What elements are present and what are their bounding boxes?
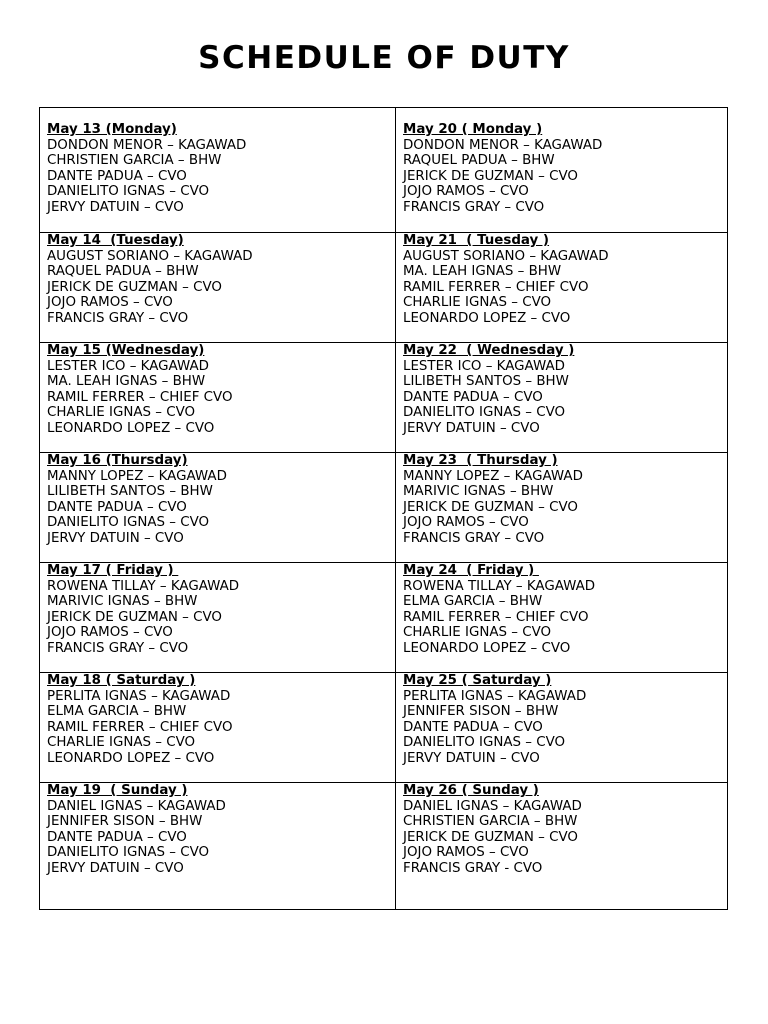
duty-assignee: RAQUEL PADUA – BHW bbox=[47, 264, 199, 280]
duty-assignee: DANIEL IGNAS – KAGAWAD bbox=[47, 798, 226, 814]
duty-assignee: MANNY LOPEZ – KAGAWAD bbox=[47, 468, 227, 484]
duty-assignee: FRANCIS GRAY - CVO bbox=[403, 860, 543, 876]
duty-assignee: JERICK DE GUZMAN – CVO bbox=[403, 499, 578, 515]
duty-assignee: DANTE PADUA – CVO bbox=[47, 499, 187, 515]
duty-assignee: DANTE PADUA – CVO bbox=[47, 168, 187, 184]
duty-date-heading: May 22 ( Wednesday ) bbox=[403, 343, 575, 358]
schedule-cell bbox=[40, 673, 396, 783]
duty-assignee: RAMIL FERRER – CHIEF CVO bbox=[403, 609, 589, 625]
schedule-cell bbox=[396, 108, 728, 233]
duty-assignee: MARIVIC IGNAS – BHW bbox=[403, 484, 554, 500]
schedule-row bbox=[40, 673, 728, 783]
duty-assignee: DANIELITO IGNAS – CVO bbox=[47, 184, 210, 200]
duty-date-heading: May 25 ( Saturday ) bbox=[403, 673, 552, 688]
duty-assignee: RAMIL FERRER – CHIEF CVO bbox=[403, 279, 589, 295]
schedule-cell bbox=[396, 783, 728, 910]
duty-assignee: FRANCIS GRAY – CVO bbox=[47, 310, 189, 326]
duty-assignee: JERICK DE GUZMAN – CVO bbox=[403, 168, 578, 184]
duty-assignee: CHARLIE IGNAS – CVO bbox=[403, 295, 552, 311]
duty-assignee: LEONARDO LOPEZ – CVO bbox=[47, 420, 215, 436]
duty-assignee: CHARLIE IGNAS – CVO bbox=[403, 625, 552, 641]
schedule-cell bbox=[396, 233, 728, 343]
duty-assignee: JOJO RAMOS – CVO bbox=[47, 295, 173, 311]
duty-assignee: DONDON MENOR – KAGAWAD bbox=[47, 137, 247, 153]
duty-assignee: JENNIFER SISON – BHW bbox=[403, 704, 559, 720]
schedule-cell bbox=[40, 563, 396, 673]
schedule-row bbox=[40, 108, 728, 233]
duty-assignee: DANIELITO IGNAS – CVO bbox=[47, 515, 210, 531]
duty-assignee: CHRISTIEN GARCIA – BHW bbox=[47, 153, 222, 169]
duty-assignee: JERICK DE GUZMAN – CVO bbox=[47, 609, 222, 625]
schedule-cell bbox=[40, 343, 396, 453]
page-title: SCHEDULE OF DUTY bbox=[198, 40, 570, 76]
duty-schedule-body bbox=[40, 108, 728, 910]
duty-assignee: CHARLIE IGNAS – CVO bbox=[47, 735, 196, 751]
duty-date-heading: May 21 ( Tuesday ) bbox=[403, 233, 550, 248]
duty-assignee: MANNY LOPEZ – KAGAWAD bbox=[403, 468, 583, 484]
duty-assignee: JERVY DATUIN – CVO bbox=[47, 530, 184, 546]
duty-date-heading: May 13 (Monday) bbox=[47, 122, 177, 137]
schedule-row bbox=[40, 233, 728, 343]
schedule-cell bbox=[40, 233, 396, 343]
duty-assignee: AUGUST SORIANO – KAGAWAD bbox=[47, 248, 253, 264]
duty-date-heading: May 17 ( Friday ) bbox=[47, 563, 179, 578]
duty-assignee: PERLITA IGNAS – KAGAWAD bbox=[403, 688, 587, 704]
duty-assignee: MA. LEAH IGNAS – BHW bbox=[47, 374, 206, 390]
duty-assignee: FRANCIS GRAY – CVO bbox=[403, 199, 545, 215]
duty-assignee: ROWENA TILLAY – KAGAWAD bbox=[403, 578, 596, 594]
duty-assignee: FRANCIS GRAY – CVO bbox=[403, 530, 545, 546]
duty-date-heading: May 14 (Tuesday) bbox=[47, 233, 184, 248]
duty-assignee: LILIBETH SANTOS – BHW bbox=[47, 484, 213, 500]
duty-assignee: ROWENA TILLAY – KAGAWAD bbox=[47, 578, 240, 594]
duty-assignee: CHARLIE IGNAS – CVO bbox=[47, 405, 196, 421]
duty-assignee: ELMA GARCIA – BHW bbox=[47, 704, 187, 720]
duty-assignee: JERVY DATUIN – CVO bbox=[403, 750, 540, 766]
duty-assignee: LEONARDO LOPEZ – CVO bbox=[403, 640, 571, 656]
duty-assignee: DANIELITO IGNAS – CVO bbox=[47, 845, 210, 861]
schedule-cell bbox=[40, 108, 396, 233]
duty-assignee: LESTER ICO – KAGAWAD bbox=[403, 358, 565, 374]
schedule-cell bbox=[40, 783, 396, 910]
duty-assignee: ELMA GARCIA – BHW bbox=[403, 594, 543, 610]
duty-assignee: PERLITA IGNAS – KAGAWAD bbox=[47, 688, 231, 704]
duty-schedule-table bbox=[39, 107, 728, 910]
duty-assignee: JERICK DE GUZMAN – CVO bbox=[403, 829, 578, 845]
duty-assignee: JERVY DATUIN – CVO bbox=[403, 420, 540, 436]
schedule-row bbox=[40, 783, 728, 910]
duty-date-heading: May 15 (Wednesday) bbox=[47, 343, 205, 358]
duty-assignee: LESTER ICO – KAGAWAD bbox=[47, 358, 209, 374]
duty-assignee: LEONARDO LOPEZ – CVO bbox=[403, 310, 571, 326]
duty-assignee: DONDON MENOR – KAGAWAD bbox=[403, 137, 603, 153]
duty-assignee: JOJO RAMOS – CVO bbox=[403, 845, 529, 861]
duty-assignee: AUGUST SORIANO – KAGAWAD bbox=[403, 248, 609, 264]
duty-assignee: LILIBETH SANTOS – BHW bbox=[403, 374, 569, 390]
duty-date-heading: May 20 ( Monday ) bbox=[403, 122, 543, 137]
duty-date-heading: May 18 ( Saturday ) bbox=[47, 673, 196, 688]
schedule-row bbox=[40, 563, 728, 673]
schedule-row bbox=[40, 343, 728, 453]
duty-assignee: JOJO RAMOS – CVO bbox=[47, 625, 173, 641]
duty-assignee: DANTE PADUA – CVO bbox=[403, 389, 543, 405]
duty-assignee: JOJO RAMOS – CVO bbox=[403, 515, 529, 531]
schedule-cell bbox=[396, 453, 728, 563]
duty-assignee: JENNIFER SISON – BHW bbox=[47, 814, 203, 830]
duty-assignee: JERVY DATUIN – CVO bbox=[47, 860, 184, 876]
duty-assignee: DANTE PADUA – CVO bbox=[403, 719, 543, 735]
schedule-cell bbox=[396, 563, 728, 673]
duty-date-heading: May 19 ( Sunday ) bbox=[47, 783, 188, 798]
duty-assignee: RAMIL FERRER – CHIEF CVO bbox=[47, 389, 233, 405]
duty-assignee: MARIVIC IGNAS – BHW bbox=[47, 594, 198, 610]
duty-assignee: DANIELITO IGNAS – CVO bbox=[403, 405, 566, 421]
duty-date-heading: May 23 ( Thursday ) bbox=[403, 453, 558, 468]
duty-assignee: DANIELITO IGNAS – CVO bbox=[403, 735, 566, 751]
duty-assignee: DANIEL IGNAS – KAGAWAD bbox=[403, 798, 582, 814]
schedule-row bbox=[40, 453, 728, 563]
duty-date-heading: May 16 (Thursday) bbox=[47, 453, 188, 468]
duty-assignee: CHRISTIEN GARCIA – BHW bbox=[403, 814, 578, 830]
duty-assignee: RAQUEL PADUA – BHW bbox=[403, 153, 555, 169]
duty-assignee: LEONARDO LOPEZ – CVO bbox=[47, 750, 215, 766]
duty-date-heading: May 26 ( Sunday ) bbox=[403, 783, 539, 798]
schedule-cell bbox=[396, 343, 728, 453]
duty-assignee: JERICK DE GUZMAN – CVO bbox=[47, 279, 222, 295]
duty-assignee: RAMIL FERRER – CHIEF CVO bbox=[47, 719, 233, 735]
duty-assignee: DANTE PADUA – CVO bbox=[47, 829, 187, 845]
duty-assignee: FRANCIS GRAY – CVO bbox=[47, 640, 189, 656]
duty-assignee: MA. LEAH IGNAS – BHW bbox=[403, 264, 562, 280]
schedule-cell bbox=[40, 453, 396, 563]
schedule-cell bbox=[396, 673, 728, 783]
duty-assignee: JERVY DATUIN – CVO bbox=[47, 199, 184, 215]
duty-date-heading: May 24 ( Friday ) bbox=[403, 563, 539, 578]
duty-assignee: JOJO RAMOS – CVO bbox=[403, 184, 529, 200]
